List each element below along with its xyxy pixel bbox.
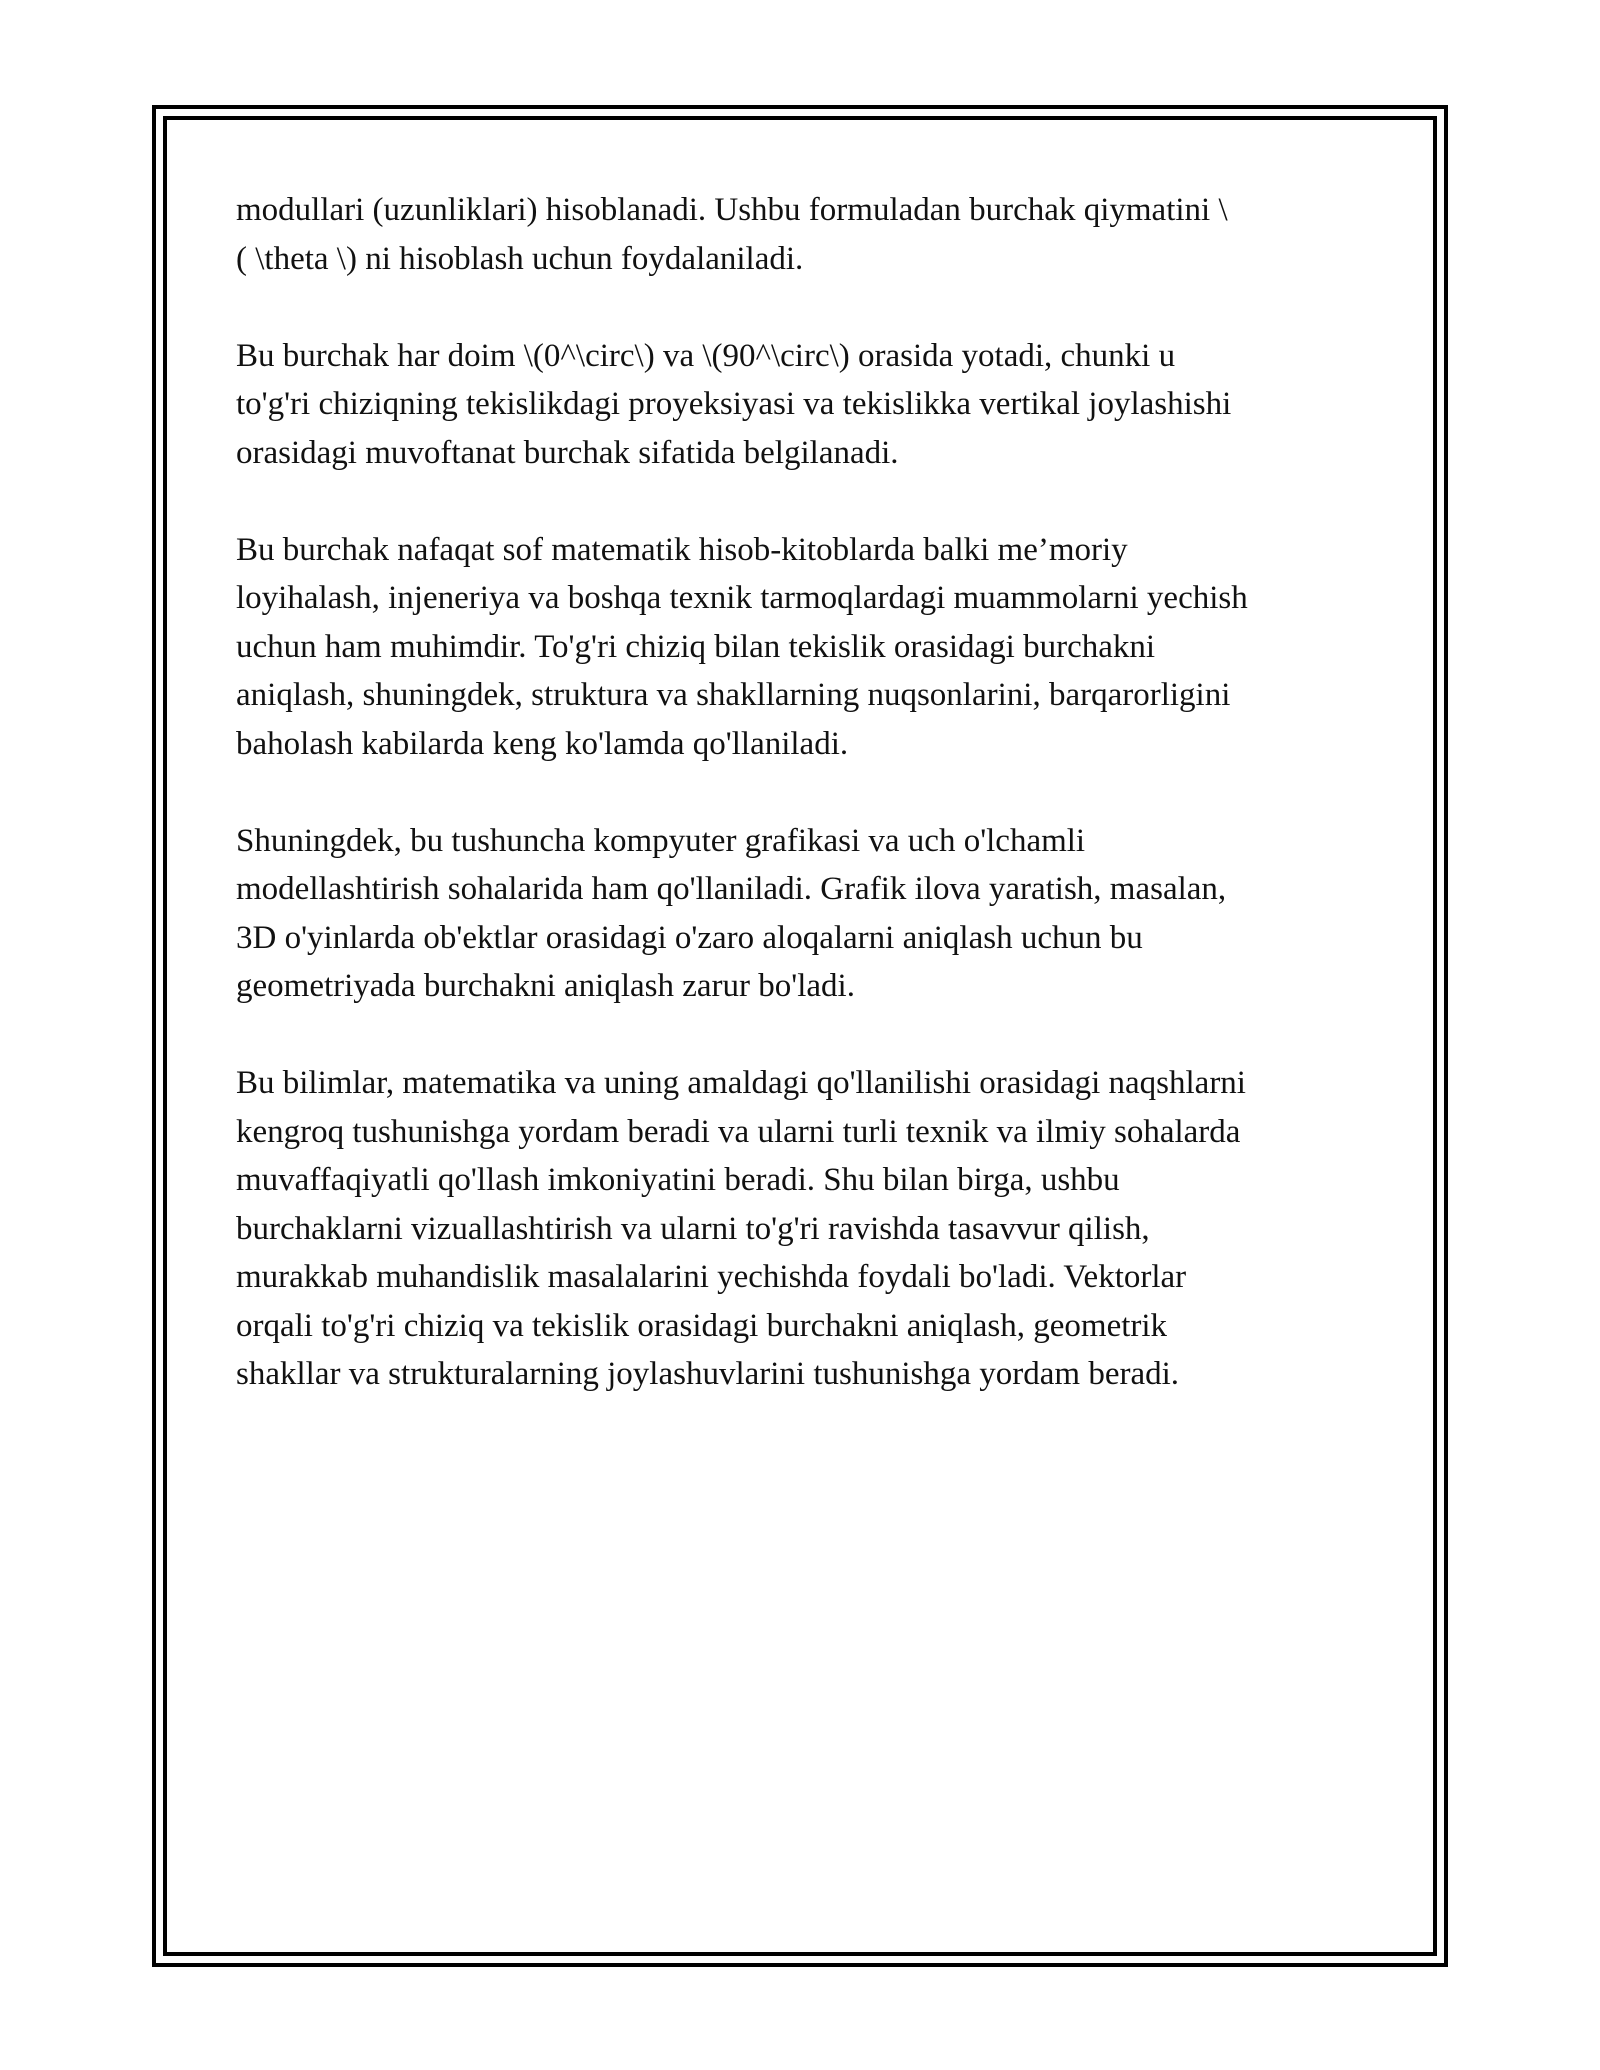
paragraph-4: Shuningdek, bu tushuncha kompyuter grafikasi va uch o'lchamli modellashtirish sohalarida ham qo'llaniladi. Grafik ilova yaratish, masalan, 3D o'yinlarda ob'ektlar orasidagi o'zaro aloqalarni aniqlash uchun bu geometriyada burchakni aniqlash zarur bo'ladi. <box>236 822 1227 1004</box>
paragraph-1: modullari (uzunliklari) hisoblanadi. Ushbu formuladan burchak qiymatini \ ( \theta \) ni hisoblash uchun foydalaniladi. <box>236 192 1228 277</box>
paragraph-5: Bu bilimlar, matematika va uning amaldagi qo'llanilishi orasidagi naqshlarni kengroq tushunishga yordam beradi va ularni turli texnik va ilmiy sohalarda muvaffaqiyatli qo'llash imkoniyatini beradi. Shu bilan birga, ushbu burchaklarni vizuallashtirish va ularni to'g'ri ravishda tasavvur qilish, murakkab muhandislik masalalarini yechishda foydali bo'ladi. Vektorlar orqali to'g'ri chiziq va tekislik orasidagi burchakni aniqlash, geometrik shakllar va strukturalarning joylashuvlarini tushunishga yordam beradi. <box>236 1065 1246 1392</box>
paragraph-2: Bu burchak har doim \(0^\circ\) va \(90^\circ\) orasida yotadi, chunki u to'g'ri chiziqning tekislikdagi proyeksiyasi va tekislikka vertikal joylashishi orasidagi muvoftanat burchak sifatida belgilanadi. <box>236 337 1232 471</box>
paragraph-3: Bu burchak nafaqat sof matematik hisob-kitoblarda balki me’moriy loyihalash, injeneriya va boshqa texnik tarmoqlardagi muammolarni yechish uchun ham muhimdir. To'g'ri chiziq bilan tekislik orasidagi burchakni aniqlash, shuningdek, struktura va shakllarning nuqsonlarini, barqarorligini baholash kabilarda keng ko'lamda qo'llaniladi. <box>236 531 1248 762</box>
document-body <box>236 186 1366 1447</box>
